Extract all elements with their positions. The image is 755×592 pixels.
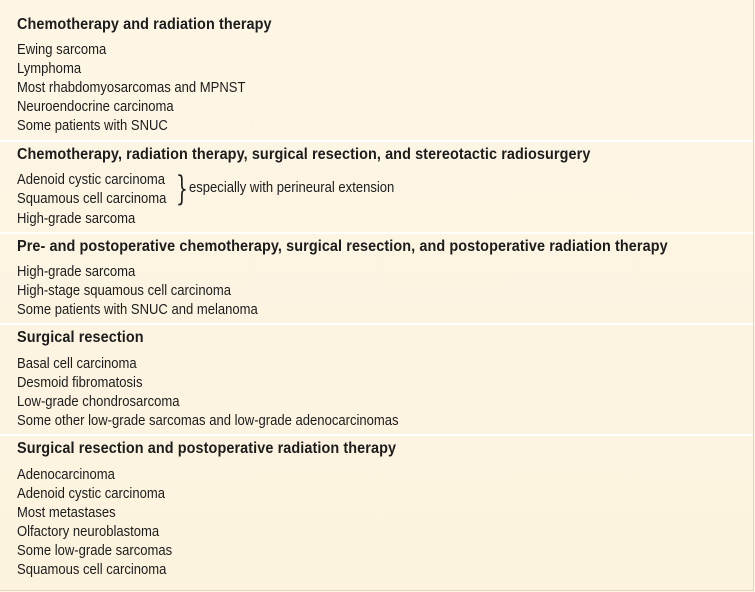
section-heading-surgical-resection-radiation: Surgical resection and postoperative radiation therapy	[17, 440, 397, 457]
list-item: High-grade sarcoma	[17, 211, 136, 227]
section-heading-pre-postoperative: Pre- and postoperative chemotherapy, surgical resection, and postoperative radiation therapy	[17, 238, 668, 255]
list-item: Lymphoma	[17, 61, 82, 77]
list-item: Neuroendocrine carcinoma	[17, 99, 174, 115]
section-divider	[0, 434, 753, 436]
list-item: Some patients with SNUC and melanoma	[17, 302, 258, 318]
list-item: Olfactory neuroblastoma	[17, 524, 160, 540]
section-divider	[0, 232, 753, 234]
list-item: Ewing sarcoma	[17, 42, 107, 58]
list-item: Adenoid cystic carcinoma	[17, 172, 165, 188]
section-divider	[0, 140, 753, 142]
section-heading-chemo-radiation: Chemotherapy and radiation therapy	[17, 16, 272, 33]
list-item: High-stage squamous cell carcinoma	[17, 283, 231, 299]
list-item: Some patients with SNUC	[17, 118, 168, 134]
list-item: Most rhabdomyosarcomas and MPNST	[17, 80, 246, 96]
list-item: Some low-grade sarcomas	[17, 543, 173, 559]
section-heading-surgical-resection: Surgical resection	[17, 329, 144, 346]
list-item: Adenoid cystic carcinoma	[17, 486, 165, 502]
list-item: High-grade sarcoma	[17, 264, 136, 280]
list-item: Low-grade chondrosarcoma	[17, 394, 180, 410]
list-item: Adenocarcinoma	[17, 467, 115, 483]
section-divider	[0, 323, 753, 325]
list-item: Most metastases	[17, 505, 116, 521]
list-item: Desmoid fibromatosis	[17, 375, 143, 391]
brace-note: especially with perineural extension	[189, 180, 395, 196]
list-item: Basal cell carcinoma	[17, 356, 137, 372]
list-item: Some other low-grade sarcomas and low-grade adenocarcinomas	[17, 413, 399, 429]
list-item: Squamous cell carcinoma	[17, 562, 167, 578]
grouping-brace: }	[176, 169, 188, 209]
section-heading-combined-therapy: Chemotherapy, radiation therapy, surgical resection, and stereotactic radiosurgery	[17, 146, 591, 163]
list-item: Squamous cell carcinoma	[17, 191, 167, 207]
